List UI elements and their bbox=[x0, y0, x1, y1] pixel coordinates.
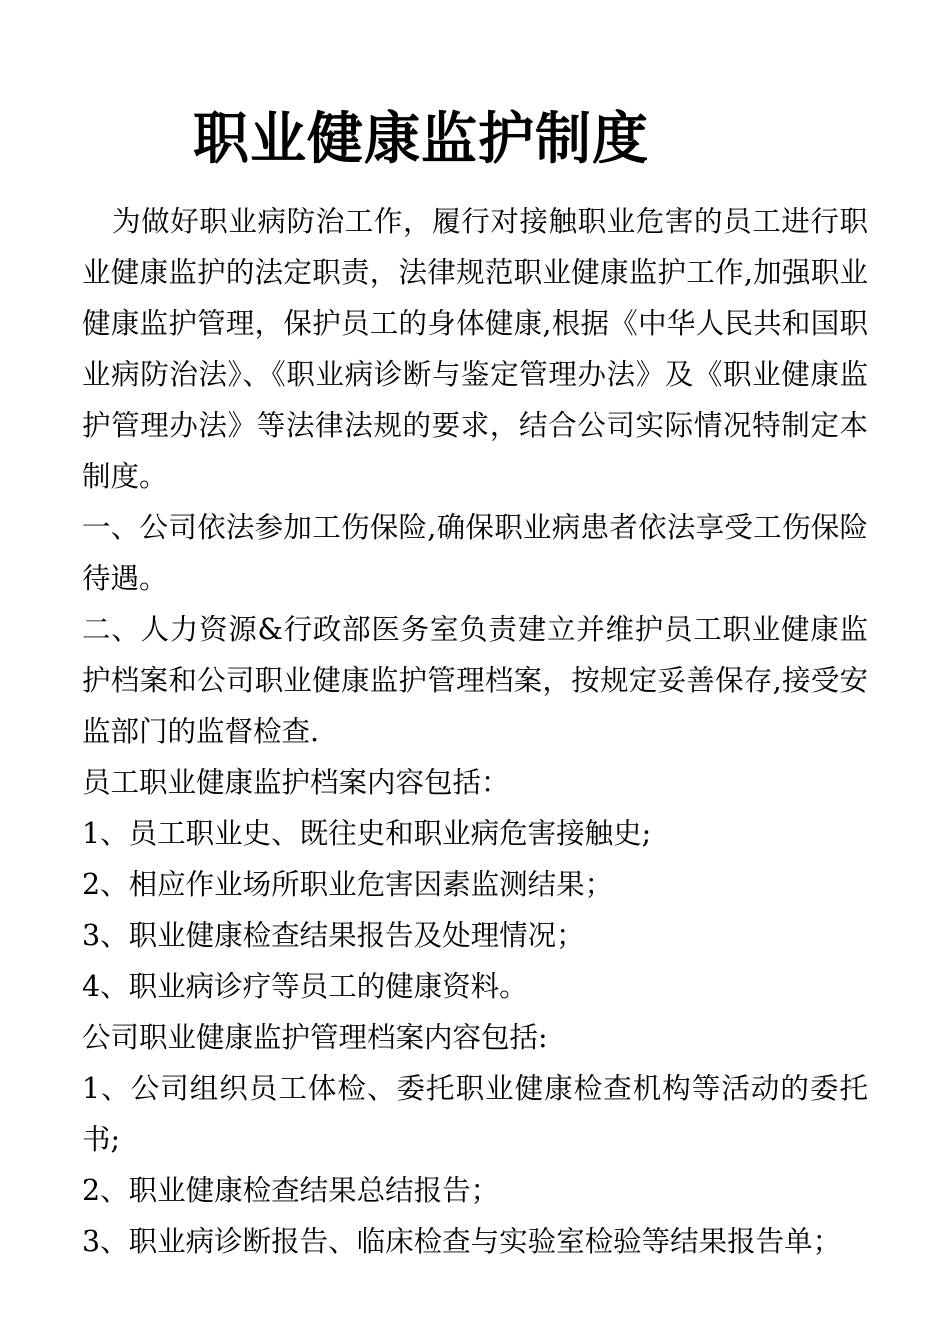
company-archive-item: 3、职业病诊断报告、临床检查与实验室检验等结果报告单； bbox=[82, 1225, 842, 1258]
employee-archive-item: 4、职业病诊疗等员工的健康资料。 bbox=[82, 970, 528, 1003]
section-1-paragraph: 一、公司依法参加工伤保险,确保职业病患者依法享受工伤保险待遇。 bbox=[82, 511, 868, 595]
company-archive-heading: 公司职业健康监护管理档案内容包括: bbox=[82, 1021, 548, 1054]
employee-archive-item: 2、相应作业场所职业危害因素监测结果； bbox=[82, 868, 614, 901]
intro-paragraph: 为做好职业病防治工作，履行对接触职业危害的员工进行职业健康监护的法定职责，法律规范职业健康监护工作,加强职业健康监护管理，保护员工的身体健康,根据《中华人民共和国职业病防治法》、《职业病诊断与鉴定管理办法》及《职业健康监护管理办法》等法律法规的要求，结合公司实际情况特制定本制度。 bbox=[82, 205, 868, 493]
document-title: 职业健康监护制度 bbox=[193, 107, 649, 172]
employee-archive-item: 3、职业健康检查结果报告及处理情况； bbox=[82, 919, 585, 952]
company-archive-item: 1、公司组织员工体检、委托职业健康检查机构等活动的委托书; bbox=[82, 1072, 868, 1156]
document-body bbox=[82, 196, 868, 1267]
employee-archive-heading: 员工职业健康监护档案内容包括： bbox=[82, 766, 510, 799]
section-2-paragraph: 二、人力资源&行政部医务室负责建立并维护员工职业健康监护档案和公司职业健康监护管理档案，按规定妥善保存,接受安监部门的监督检查. bbox=[82, 613, 868, 748]
employee-archive-item: 1、员工职业史、既往史和职业病危害接触史; bbox=[82, 817, 652, 850]
company-archive-item: 2、职业健康检查结果总结报告； bbox=[82, 1174, 500, 1207]
